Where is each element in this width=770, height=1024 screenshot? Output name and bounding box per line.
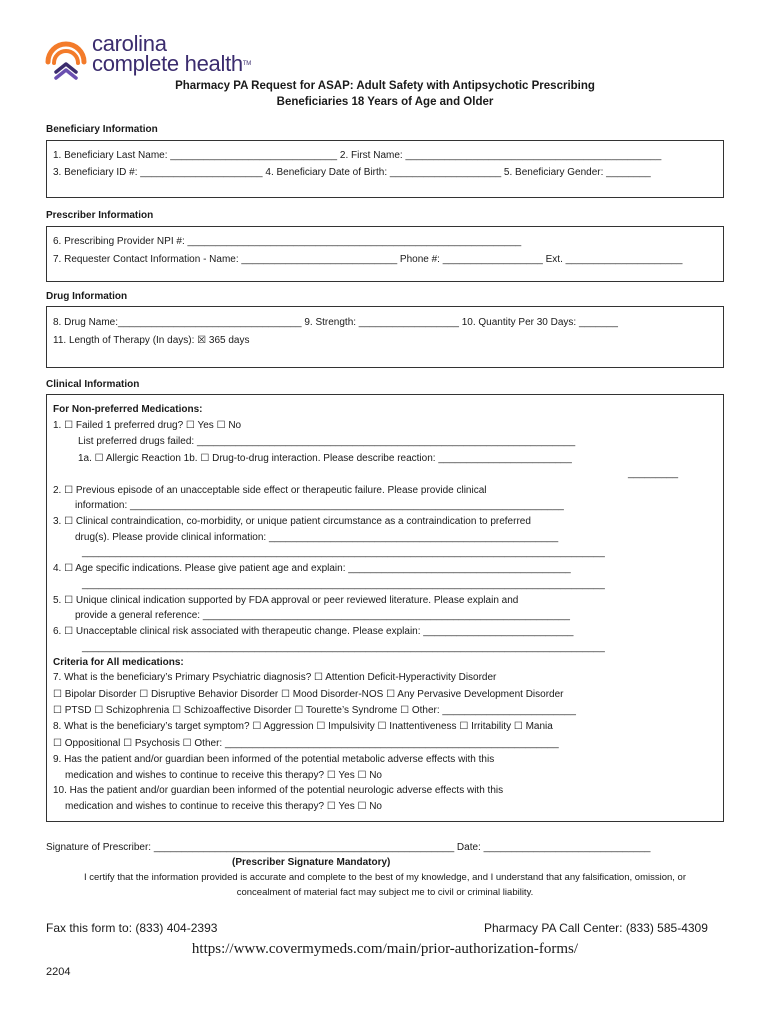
q2-side-effect[interactable]: 2. ☐ Previous episode of an unacceptable side effect or therapeutic failure. Please provide clinical	[53, 485, 487, 496]
q8-symptom-options[interactable]: ☐ Oppositional ☐ Psychosis ☐ Other: ____________________________________________________________	[53, 738, 559, 749]
prescriber-heading: Prescriber Information	[46, 210, 154, 221]
non-preferred-heading: For Non-preferred Medications:	[53, 404, 203, 415]
call-center-number: Pharmacy PA Call Center: (833) 585-4309	[484, 921, 708, 935]
clinical-heading: Clinical Information	[46, 379, 140, 390]
form-title-line-1: Pharmacy PA Request for ASAP: Adult Safety with Antipsychotic Prescribing	[175, 80, 595, 92]
certify-line-2: concealment of material fact may subject me to civil or criminal liability.	[236, 887, 534, 898]
logo-wordmark	[92, 31, 251, 76]
prescriber-row-1[interactable]: 6. Prescribing Provider NPI #: ____________________________________________________________	[53, 236, 522, 247]
signature-mandatory: (Prescriber Signature Mandatory)	[232, 857, 391, 868]
q7-diagnosis-options-1[interactable]: ☐ Bipolar Disorder ☐ Disruptive Behavior Disorder ☐ Mood Disorder-NOS ☐ Any Pervasive Development Disorder	[53, 689, 564, 700]
beneficiary-row-1[interactable]: 1. Beneficiary Last Name: ______________________________ 2. First Name: ______________________________________________	[53, 150, 662, 161]
q7-diagnosis-options-2[interactable]: ☐ PTSD ☐ Schizophrenia ☐ Schizoaffective Disorder ☐ Tourette’s Syndrome ☐ Other: ________________________	[53, 705, 576, 716]
q2-information[interactable]: information: ______________________________________________________________________________	[75, 500, 564, 511]
prescriber-row-2[interactable]: 7. Requester Contact Information - Name: ____________________________ Phone #: __________________ Ext. _____________________	[53, 254, 683, 265]
signature-line[interactable]: Signature of Prescriber: ______________________________________________________ Date: ______________________________	[46, 842, 651, 853]
beneficiary-heading: Beneficiary Information	[46, 124, 158, 135]
drug-heading: Drug Information	[46, 291, 128, 302]
q3-continuation-line[interactable]: ______________________________________________________________________________________________	[82, 547, 605, 558]
fax-number: Fax this form to: (833) 404-2393	[46, 921, 218, 935]
q6-clinical-risk[interactable]: 6. ☐ Unacceptable clinical risk associated with therapeutic change. Please explain: ___________________________	[53, 626, 574, 637]
beneficiary-row-2[interactable]: 3. Beneficiary ID #: ______________________ 4. Beneficiary Date of Birth: ____________________ 5. Beneficiary Gender: ________	[53, 167, 651, 178]
logo-line-1: carolina	[92, 31, 167, 56]
q5-general-reference[interactable]: provide a general reference: __________________________________________________________________	[75, 610, 570, 621]
q6-continuation-line[interactable]: ______________________________________________________________________________________________	[82, 642, 605, 653]
q10-yes-no[interactable]: medication and wishes to continue to receive this therapy? ☐ Yes ☐ No	[65, 801, 382, 812]
q4-continuation-line[interactable]: ______________________________________________________________________________________________	[82, 579, 605, 590]
logo-line-2	[92, 51, 251, 76]
drug-row-2[interactable]: 11. Length of Therapy (In days): ☒ 365 days	[53, 335, 250, 346]
q5-fda-indication[interactable]: 5. ☐ Unique clinical indication supported by FDA approval or peer reviewed literature. Please explain and	[53, 595, 519, 606]
covermymeds-link[interactable]: https://www.covermymeds.com/main/prior-authorization-forms/	[191, 941, 579, 957]
q1a-reaction[interactable]: 1a. ☐ Allergic Reaction 1b. ☐ Drug-to-drug interaction. Please describe reaction: ________________________	[78, 453, 572, 464]
q10-neurologic-informed: 10. Has the patient and/or guardian been informed of the potential neurologic adverse effects with this	[53, 785, 504, 796]
form-code: 2204	[46, 966, 71, 978]
q3-clinical-information[interactable]: drug(s). Please provide clinical information: ____________________________________________________	[75, 532, 559, 543]
form-title-line-2: Beneficiaries 18 Years of Age and Older	[276, 96, 494, 108]
certify-line-1: I certify that the information provided is accurate and complete to the best of my knowledge, and I understand that any falsification, omission, or	[84, 872, 686, 883]
logo-tm: TM	[242, 61, 251, 67]
q7-primary-diagnosis[interactable]: 7. What is the beneficiary’s Primary Psychiatric diagnosis? ☐ Attention Deficit-Hyperactivity Disorder	[53, 672, 497, 683]
q8-target-symptom[interactable]: 8. What is the beneficiary’s target symptom? ☐ Aggression ☐ Impulsivity ☐ Inattentiveness ☐ Irritability ☐ Mania	[53, 721, 553, 732]
q4-age-specific[interactable]: 4. ☐ Age specific indications. Please give patient age and explain: ________________________________________	[53, 563, 571, 574]
q9-metabolic-informed: 9. Has the patient and/or guardian been informed of the potential metabolic adverse effects with this	[53, 754, 495, 765]
q1a-continuation-line[interactable]: _________	[628, 468, 679, 479]
criteria-heading: Criteria for All medications:	[53, 657, 184, 668]
carolina-logo-icon	[44, 36, 88, 80]
logo-line-2-text: complete health	[92, 51, 243, 76]
q1-failed-preferred[interactable]: 1. ☐ Failed 1 preferred drug? ☐ Yes ☐ No	[53, 420, 242, 431]
drug-row-1[interactable]: 8. Drug Name:_________________________________ 9. Strength: __________________ 10. Quantity Per 30 Days: _______	[53, 317, 618, 328]
q3-contraindication[interactable]: 3. ☐ Clinical contraindication, co-morbidity, or unique patient circumstance as a contraindication to preferred	[53, 516, 531, 527]
q9-yes-no[interactable]: medication and wishes to continue to receive this therapy? ☐ Yes ☐ No	[65, 770, 382, 781]
q1-preferred-drugs-failed[interactable]: List preferred drugs failed: ____________________________________________________________________	[78, 436, 576, 447]
